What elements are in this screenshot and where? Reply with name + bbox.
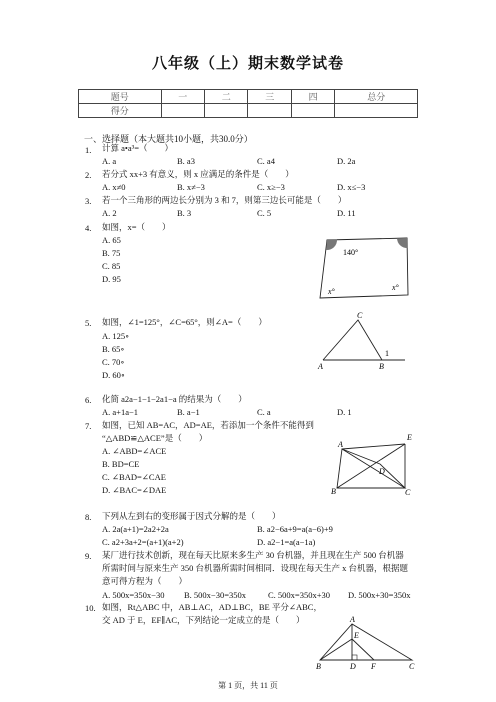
table-cell: 总分 (335, 90, 418, 104)
point-label: C (405, 488, 411, 497)
point-label: E (354, 631, 359, 640)
score-table-score-row (79, 104, 418, 118)
table-cell: 三 (248, 90, 291, 104)
option-d: D. x≤−3 (337, 182, 366, 192)
question-text: 下列从左到右的变形属于因式分解的是（ ） (102, 511, 281, 521)
option-c: C. 5 (257, 208, 272, 218)
table-cell (205, 104, 248, 118)
option-a: A. 500x=350x−30 (102, 590, 165, 600)
table-cell: 题号 (79, 90, 162, 104)
point-label: F (371, 662, 376, 671)
angle-label: 140° (343, 248, 359, 257)
question-number: 10. (85, 603, 96, 613)
option-d: D. 2a (337, 156, 356, 166)
option-b: B. 65∘ (102, 344, 125, 354)
option-d: D. 500x+30=350x (348, 590, 411, 600)
point-label: B (316, 662, 321, 671)
question-text: 化简 a2a−1−1−2a1−a 的结果为（ ） (102, 394, 247, 404)
figure-triangle-5 (315, 312, 415, 372)
point-label: A (350, 615, 355, 624)
table-cell (291, 104, 334, 118)
question-text: 如图，已知 AB=AC，AD=AE，若添加一个条件不能得到 (102, 420, 314, 430)
point-label: E (407, 433, 412, 442)
question-text: 若分式 xx+3 有意义，则 x 应满足的条件是（ ） (102, 169, 294, 179)
question-text-continued: 交 AD 于 E，EF∥AC，下列结论一定成立的是（ ） (102, 615, 305, 625)
option-c: C. x≥−3 (257, 182, 285, 192)
question-text-continued: 所需时间与原来生产 350 台机器所需时间相同．设现在每天生产 x 台机器，根据题 (102, 563, 409, 573)
point-label: B (331, 487, 336, 496)
angle-label: 1 (385, 349, 389, 358)
score-table-header-row (79, 90, 418, 104)
question-number: 1. (85, 145, 92, 155)
point-label: A (338, 440, 343, 449)
table-cell (248, 104, 291, 118)
option-b: B. a3 (177, 156, 195, 166)
question-text-continued: 意可得方程为（ ） (102, 576, 188, 586)
option-d: D. 11 (337, 208, 356, 218)
option-a: A. a (102, 156, 117, 166)
option-c: C. a4 (257, 156, 275, 166)
angle-label: x° (328, 287, 335, 296)
score-table (78, 89, 418, 118)
point-label: C (357, 311, 363, 320)
question-text-continued: “△ABD≌△ACE”是（ ） (102, 433, 208, 443)
question-number: 4. (85, 223, 92, 233)
option-b: B. a2−6a+9=a(a−6)+9 (257, 524, 333, 534)
option-b: B. a−1 (177, 407, 200, 417)
table-cell: 得分 (79, 104, 162, 118)
option-d: D. 60∘ (102, 370, 126, 380)
table-cell (161, 104, 204, 118)
question-number: 3. (85, 196, 92, 206)
option-c: C. 500x=350x+30 (268, 590, 331, 600)
option-b: B. 3 (177, 208, 192, 218)
option-b: B. x≠−3 (177, 182, 205, 192)
question-number: 5. (85, 318, 92, 328)
option-a: A. x≠0 (102, 182, 126, 192)
page-footer: 第 1 页，共 11 页 (218, 681, 278, 690)
section-heading: 一、选择题（本大题共10小题，共30.0分） (84, 134, 253, 144)
option-a: A. 2a(a+1)=2a2+2a (102, 524, 169, 534)
question-text: 某厂进行技术创新，现在每天比原来多生产 30 台机器，并且现在生产 500 台机器 (102, 550, 404, 560)
question-text: 若一个三角形的两边长分别为 3 和 7，则第三边长可能是（ ） (102, 195, 347, 205)
option-c: C. a2+3a+2=(a+1)(a+2) (102, 537, 184, 547)
question-number: 6. (85, 395, 92, 405)
point-label: D (350, 662, 356, 671)
angle-mark (326, 240, 337, 251)
question-number: 9. (85, 551, 92, 561)
option-a: A. 2 (102, 208, 117, 218)
point-label: A (318, 362, 323, 371)
option-c: C. 70∘ (102, 357, 125, 367)
table-cell: 一 (161, 90, 204, 104)
figure-quadrilateral (310, 228, 420, 303)
point-label: D (379, 467, 385, 476)
question-number: 2. (85, 170, 92, 180)
table-cell (335, 104, 418, 118)
option-a: A. 125∘ (102, 331, 130, 341)
option-b: B. 500x−30=350x (184, 590, 247, 600)
option-d: D. 1 (337, 407, 352, 417)
angle-label: x° (392, 283, 399, 292)
figure-triangle-7 (331, 433, 415, 497)
question-text: 如图，x=（ ） (102, 222, 171, 232)
question-text: 如图，Rt△ABC 中，AB⊥AC，AD⊥BC，BE 平分∠ABC， (102, 602, 322, 612)
option-a: A. 65 (102, 235, 121, 245)
question-text: 如图，∠1=125°，∠C=65°，则∠A=（ ） (102, 317, 267, 327)
option-d: D. ∠BAC=∠DAE (102, 485, 167, 495)
option-c: C. 85 (102, 261, 121, 271)
option-b: B. BD=CE (102, 459, 140, 469)
option-c: C. a (257, 407, 271, 417)
table-cell: 二 (205, 90, 248, 104)
question-number: 8. (85, 512, 92, 522)
option-c: C. ∠BAD=∠CAE (102, 472, 166, 482)
point-label: C (409, 662, 415, 671)
option-d: D. a2−1=a(a−1a) (257, 537, 316, 547)
option-a: A. ∠ABD=∠ACE (102, 446, 167, 456)
angle-mark (397, 238, 407, 248)
question-number: 7. (85, 421, 92, 431)
option-a: A. a+1a−1 (102, 407, 139, 417)
figure-right-triangle-10 (316, 615, 418, 672)
option-d: D. 95 (102, 274, 121, 284)
option-b: B. 75 (102, 248, 121, 258)
table-cell: 四 (291, 90, 334, 104)
point-label: B (379, 362, 384, 371)
question-text: 计算 a•a³=（ ） (102, 143, 173, 153)
page-title: 八年级（上）期末数学试卷 (151, 56, 344, 72)
